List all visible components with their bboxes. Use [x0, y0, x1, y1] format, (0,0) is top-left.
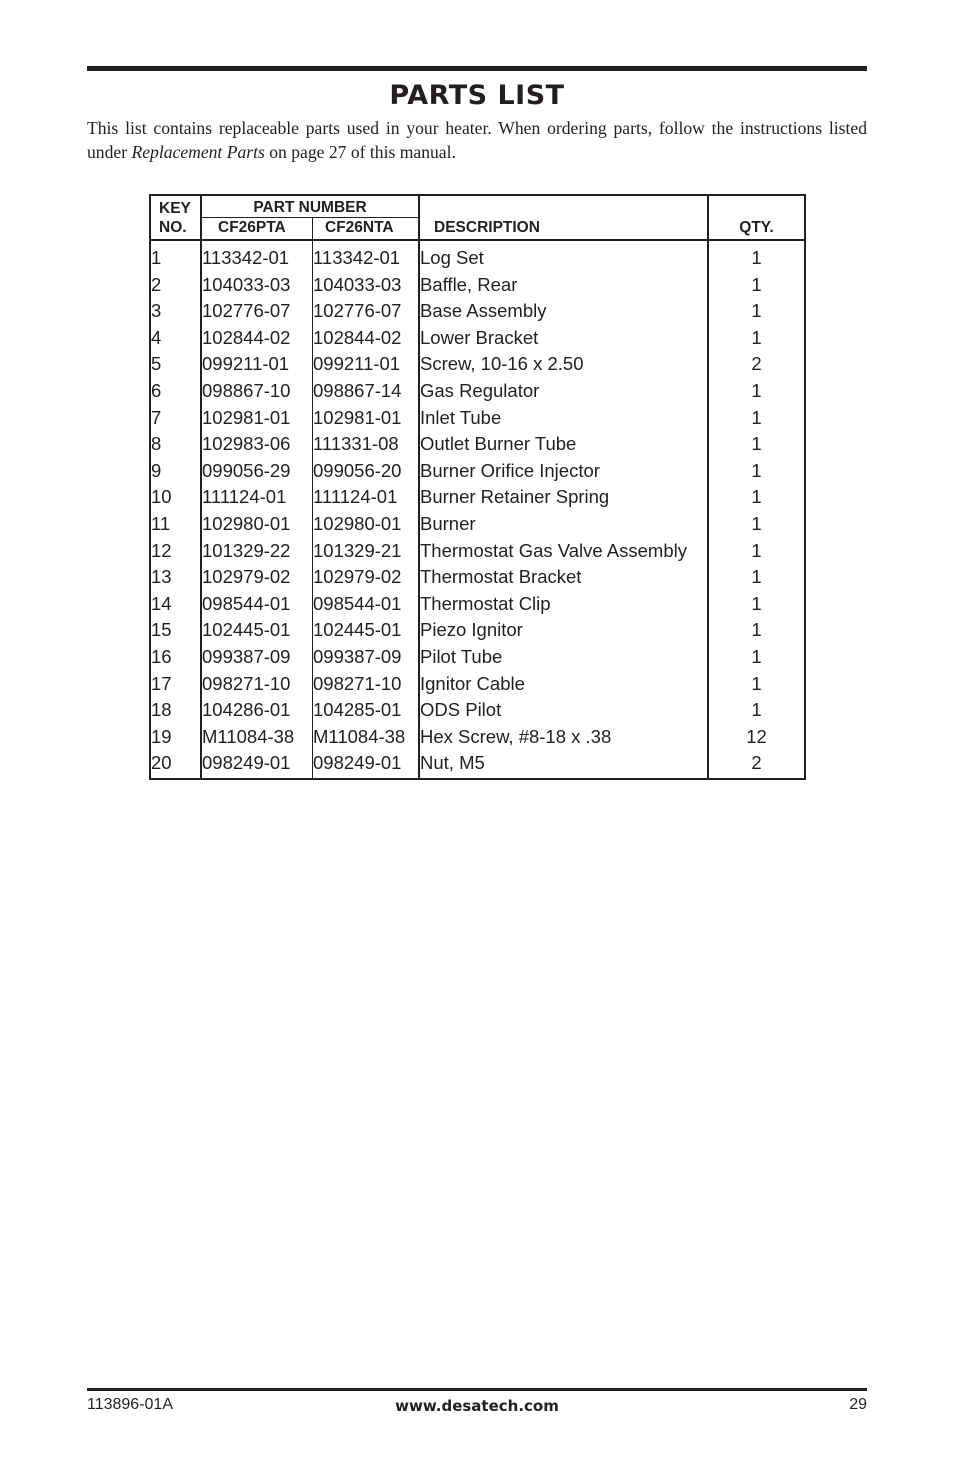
- cell-qty: 1: [751, 273, 762, 295]
- cell-key-no: 5: [150, 351, 201, 378]
- table-row: [150, 617, 805, 644]
- cell-qty: 1: [751, 699, 762, 721]
- cell-description: Burner Retainer Spring: [419, 484, 708, 511]
- table-row: [150, 538, 805, 565]
- cell-description: Thermostat Gas Valve Assembly: [419, 538, 708, 565]
- bottom-rule: [87, 1388, 867, 1391]
- cell-qty: 1: [751, 379, 762, 401]
- cell-description: Nut, M5: [419, 750, 708, 779]
- cell-qty: 1: [751, 512, 762, 534]
- table-row: [150, 564, 805, 591]
- cell-description: Ignitor Cable: [419, 671, 708, 698]
- cell-qty: 2: [751, 752, 762, 774]
- cell-cf26nta: 101329-21: [313, 538, 420, 565]
- cell-key-no: 4: [150, 325, 201, 352]
- cell-key-no: 8: [150, 431, 201, 458]
- cell-cf26pta: 104033-03: [201, 272, 313, 299]
- cell-cf26nta: 098249-01: [313, 750, 420, 779]
- cell-key-no: 9: [150, 458, 201, 485]
- header-part-number: PART NUMBER: [201, 195, 419, 218]
- cell-cf26nta: M11084-38: [313, 724, 420, 751]
- cell-description: Lower Bracket: [419, 325, 708, 352]
- cell-cf26pta: 111124-01: [201, 484, 313, 511]
- cell-qty: 1: [751, 326, 762, 348]
- parts-table: [149, 194, 806, 780]
- cell-cf26nta: 099056-20: [313, 458, 420, 485]
- cell-key-no: 19: [150, 724, 201, 751]
- cell-description: Thermostat Bracket: [419, 564, 708, 591]
- cell-cf26pta: 102776-07: [201, 298, 313, 325]
- table-row: [150, 298, 805, 325]
- cell-qty: 1: [751, 539, 762, 561]
- cell-description: Log Set: [419, 240, 708, 272]
- cell-key-no: 17: [150, 671, 201, 698]
- table-row: [150, 750, 805, 779]
- table-row: [150, 644, 805, 671]
- table-row: [150, 591, 805, 618]
- cell-qty: 1: [751, 247, 762, 268]
- table-row: [150, 325, 805, 352]
- table-row: [150, 351, 805, 378]
- cell-cf26pta: 098867-10: [201, 378, 313, 405]
- header-cf26nta: CF26NTA: [313, 218, 420, 241]
- cell-cf26nta: 102776-07: [313, 298, 420, 325]
- cell-cf26pta: 099387-09: [201, 644, 313, 671]
- cell-key-no: 2: [150, 272, 201, 299]
- cell-cf26pta: 102844-02: [201, 325, 313, 352]
- cell-key-no: 3: [150, 298, 201, 325]
- cell-key-no: 18: [150, 697, 201, 724]
- cell-key-no: 7: [150, 405, 201, 432]
- cell-description: Burner Orifice Injector: [419, 458, 708, 485]
- cell-cf26nta: 111124-01: [313, 484, 420, 511]
- cell-description: Baffle, Rear: [419, 272, 708, 299]
- parts-table-body: [150, 240, 805, 779]
- header-key-line1: KEY: [159, 200, 191, 217]
- cell-description: Hex Screw, #8-18 x .38: [419, 724, 708, 751]
- footer-website: www.desatech.com: [395, 1397, 559, 1415]
- cell-qty: 1: [751, 672, 762, 694]
- cell-qty: 1: [751, 406, 762, 428]
- cell-cf26pta: 102983-06: [201, 431, 313, 458]
- table-row: [150, 272, 805, 299]
- cell-qty: 2: [751, 353, 762, 375]
- page-title: PARTS LIST: [389, 80, 565, 111]
- cell-key-no: 14: [150, 591, 201, 618]
- cell-cf26nta: 102979-02: [313, 564, 420, 591]
- cell-cf26pta: M11084-38: [201, 724, 313, 751]
- cell-description: ODS Pilot: [419, 697, 708, 724]
- cell-description: Burner: [419, 511, 708, 538]
- table-row: [150, 240, 805, 272]
- table-row: [150, 405, 805, 432]
- table-row: [150, 458, 805, 485]
- cell-cf26nta: 102445-01: [313, 617, 420, 644]
- cell-key-no: 13: [150, 564, 201, 591]
- intro-paragraph: [87, 116, 867, 164]
- parts-table-header: [150, 195, 805, 240]
- cell-cf26nta: 102981-01: [313, 405, 420, 432]
- cell-key-no: 20: [150, 750, 201, 779]
- cell-cf26pta: 113342-01: [201, 240, 313, 272]
- cell-cf26pta: 098544-01: [201, 591, 313, 618]
- cell-cf26nta: 102980-01: [313, 511, 420, 538]
- cell-key-no: 12: [150, 538, 201, 565]
- cell-qty: 1: [751, 592, 762, 614]
- table-row: [150, 378, 805, 405]
- table-row: [150, 671, 805, 698]
- intro-text-end: on page 27 of this manual.: [264, 142, 456, 162]
- cell-cf26nta: 102844-02: [313, 325, 420, 352]
- cell-cf26pta: 099211-01: [201, 351, 313, 378]
- cell-qty: 1: [751, 459, 762, 481]
- table-row: [150, 724, 805, 751]
- cell-key-no: 1: [150, 240, 201, 272]
- table-row: [150, 511, 805, 538]
- cell-qty: 1: [751, 433, 762, 455]
- cell-key-no: 16: [150, 644, 201, 671]
- header-description: DESCRIPTION: [419, 195, 708, 240]
- cell-cf26nta: 113342-01: [313, 240, 420, 272]
- cell-cf26pta: 102979-02: [201, 564, 313, 591]
- cell-cf26pta: 098271-10: [201, 671, 313, 698]
- table-row: [150, 697, 805, 724]
- cell-description: Gas Regulator: [419, 378, 708, 405]
- cell-description: Outlet Burner Tube: [419, 431, 708, 458]
- cell-cf26nta: 111331-08: [313, 431, 420, 458]
- cell-cf26nta: 099387-09: [313, 644, 420, 671]
- cell-cf26nta: 099211-01: [313, 351, 420, 378]
- cell-qty: 1: [751, 300, 762, 322]
- cell-description: Thermostat Clip: [419, 591, 708, 618]
- intro-text-start: This list contains replaceable parts used in your heater. When ordering parts, follow the instructions listed under: [87, 118, 867, 162]
- intro-italic-reference: Replacement Parts: [131, 142, 265, 162]
- cell-qty: 1: [751, 619, 762, 641]
- cell-cf26nta: 104285-01: [313, 697, 420, 724]
- header-key-line2: NO.: [159, 219, 187, 236]
- cell-cf26pta: 101329-22: [201, 538, 313, 565]
- cell-cf26pta: 102981-01: [201, 405, 313, 432]
- cell-key-no: 11: [150, 511, 201, 538]
- cell-cf26nta: 098271-10: [313, 671, 420, 698]
- cell-qty: 12: [746, 725, 767, 747]
- cell-key-no: 15: [150, 617, 201, 644]
- cell-description: Base Assembly: [419, 298, 708, 325]
- cell-key-no: 10: [150, 484, 201, 511]
- header-qty: QTY.: [708, 195, 805, 240]
- cell-qty: 1: [751, 566, 762, 588]
- cell-cf26nta: 104033-03: [313, 272, 420, 299]
- top-rule: [87, 66, 867, 71]
- cell-cf26pta: 099056-29: [201, 458, 313, 485]
- header-key-no: [150, 195, 201, 240]
- cell-qty: 1: [751, 645, 762, 667]
- table-row: [150, 484, 805, 511]
- cell-cf26nta: 098544-01: [313, 591, 420, 618]
- footer-page-number: 29: [849, 1396, 867, 1413]
- cell-cf26nta: 098867-14: [313, 378, 420, 405]
- cell-description: Pilot Tube: [419, 644, 708, 671]
- header-cf26pta: CF26PTA: [201, 218, 313, 241]
- cell-cf26pta: 104286-01: [201, 697, 313, 724]
- cell-qty: 1: [751, 486, 762, 508]
- cell-cf26pta: 102980-01: [201, 511, 313, 538]
- cell-description: Piezo Ignitor: [419, 617, 708, 644]
- cell-key-no: 6: [150, 378, 201, 405]
- cell-cf26pta: 102445-01: [201, 617, 313, 644]
- cell-cf26pta: 098249-01: [201, 750, 313, 779]
- cell-description: Inlet Tube: [419, 405, 708, 432]
- footer-doc-number: 113896-01A: [87, 1396, 173, 1413]
- cell-description: Screw, 10-16 x 2.50: [419, 351, 708, 378]
- table-row: [150, 431, 805, 458]
